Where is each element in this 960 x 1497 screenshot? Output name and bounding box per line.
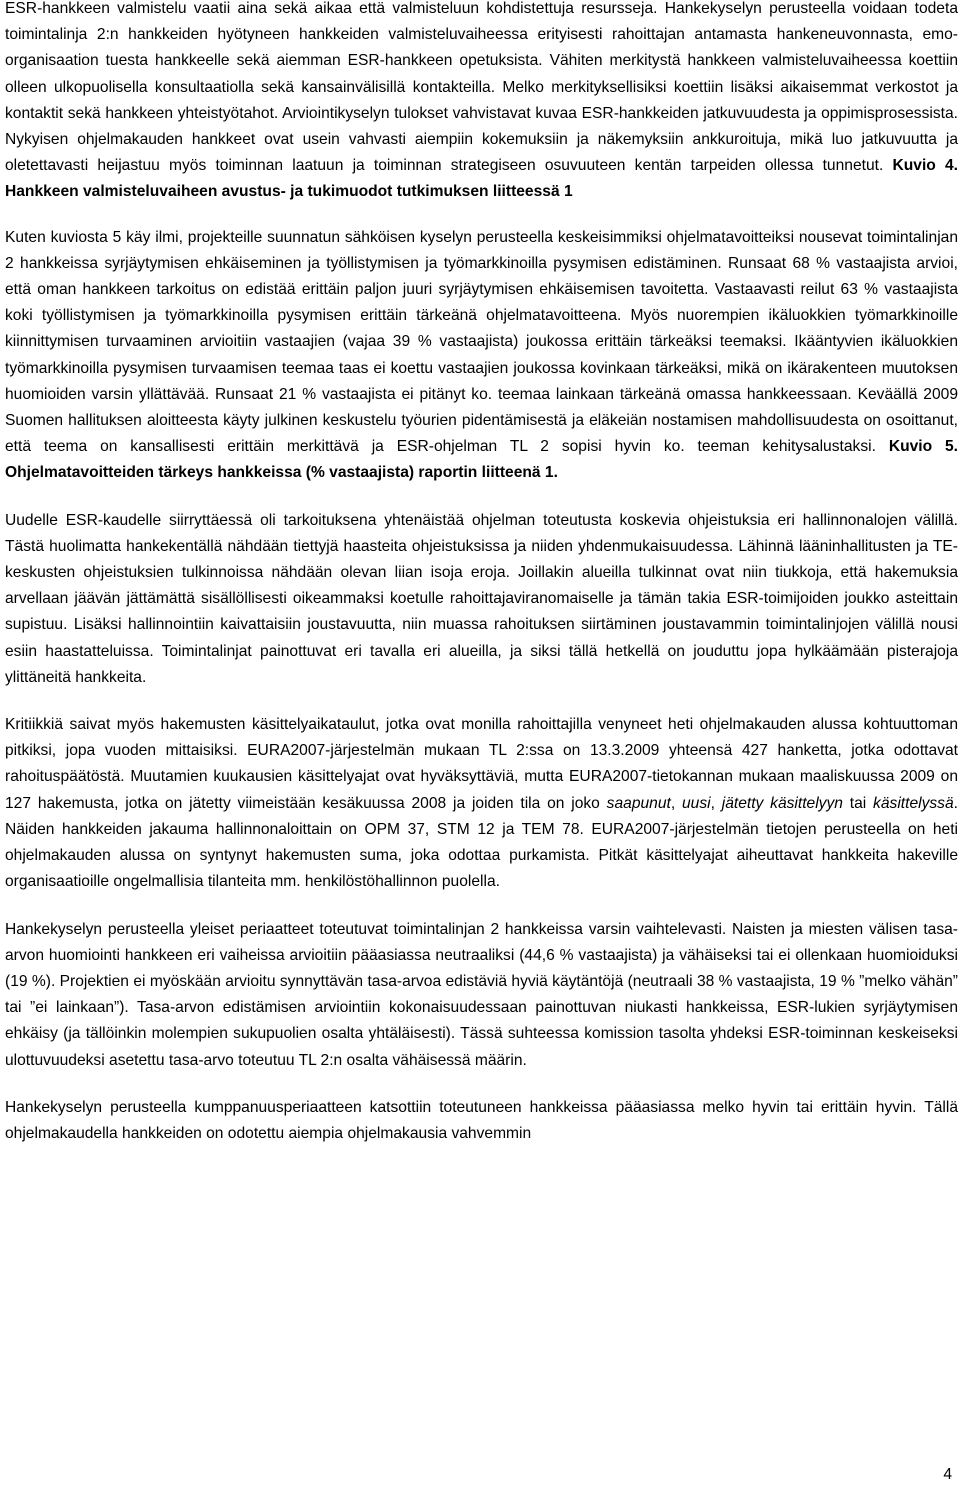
paragraph-text: Hankekyselyn perusteella kumppanuusperiaatteen katsottiin toteutuneen hankkeissa pääasiassa melko hyvin tai erittäin hyvin. Tällä ohjelmakaudella hankkeiden on odotettu aiempia ohjelmakausia vahvemmin	[5, 1098, 958, 1142]
paragraph-text: . Näiden hankkeiden jakauma hallinnonaloittain on OPM 37, STM 12 ja TEM 78. EURA2007-järjestelmän tietojen perusteella on heti ohjelmakauden alussa on syntynyt hakemusten suma, joka odottaa purkamista. Pitkät käsittelyajat aiheuttavat hankkeita hakeville organisaatioille ongelmallisia tilanteita mm. henkilöstöhallinnon puolella.	[5, 794, 958, 891]
paragraph-text: Kuten kuviosta 5 käy ilmi, projekteille suunnatun sähköisen kyselyn perusteella keskeisimmiksi ohjelmatavoitteiksi nousevat toimintalinjan 2 hankkeissa syrjäytymisen ehkäiseminen ja työllistymisen ja työmarkkinoilla pysymisen edistäminen. Runsaat 68 % vastaajista arvioi, että oman hankkeen tarkoitus on edistää erittäin paljon juuri syrjäytymisen ehkäisemisen tavoitetta. Vastaavasti reilut 63 % vastaajista koki työllistymisen ja työmarkkinoilla pysymisen erittäin tärkeänä ohjelmatavoitteena. Myös nuorempien ikäluokkien työmarkkinoille kiinnittymisen turvaaminen arvioitiin vastaajien (vajaa 39 % vastaajista) joukossa erittäin tärkeäksi teemaksi. Ikääntyvien ikäluokkien työmarkkinoilla pysymisen turvaamisen teemaa taas ei koettu vastaajien joukossa kovinkaan tärkeäksi, mikä on ikärakenteen muutoksen huomioiden varsin yllättävää. Runsaat 21 % vastaajista ei pitänyt ko. teemaa lainkaan tärkeänä omassa hankkeessaan. Keväällä 2009 Suomen hallituksen aloitteesta käyty julkinen keskustelu työurien pidentämisestä ja eläkeiän nostamisen mahdollisuudesta on osoittanut, että teema on kansallisesti erittäin merkittävä ja ESR-ohjelman TL 2 sopisi hyvin ko. teeman kehitysalustaksi.	[5, 228, 958, 456]
paragraph-text: Uudelle ESR-kaudelle siirryttäessä oli tarkoituksena yhtenäistää ohjelman toteutusta koskevia ohjeistuksia eri hallinnonalojen välillä. Tästä huolimatta hankekentällä nähdään tiettyjä haasteita ohjeistuksissa ja niiden yhdenmukaisuudessa. Lähinnä lääninhallitusten ja TE-keskusten ohjeistuksien tulkinnoissa nähdään olevan liian isoja eroja. Joillakin alueilla tulkinnat ovat niin tiukkoja, että hakemuksia arvellaan jäävän jättämättä sisällöllisesti oikeammaksi koetulle rahoittajaviranomaiselle ja tämän takia ESR-toimijoiden joukko asteittain supistuu. Lisäksi hallinnointiin kaivattaisiin joustavuutta, niin muassa rahoituksen siirtäminen joustavammin toimintalinjojen välillä nousi esiin haastatteluissa. Toimintalinjat painottuvat eri tavalla eri alueilla, ja siksi tällä hetkellä on jouduttu jopa hylkäämään pisterajoja ylittäneitä hankkeita.	[5, 511, 958, 686]
status-uusi: uusi	[681, 794, 711, 812]
status-saapunut: saapunut	[606, 794, 671, 812]
paragraph-project-preparation	[5, 0, 958, 206]
status-jatetty-kasittelyyn: jätetty käsittelyyn	[721, 794, 843, 812]
page-number: 4	[943, 1466, 952, 1483]
figure-reference-kuvio-5: Kuvio 5. Ohjelmatavoitteiden tärkeys hankkeissa (% vastaajista) raportin liitteenä 1.	[5, 438, 959, 482]
paragraph-text: Kritiikkiä saivat myös hakemusten käsittelyaikataulut, jotka ovat monilla rahoittajilla venyneet heti ohjelmakauden alussa kohtuuttoman pitkiksi, jopa vuoden mittaisiksi. EURA2007-järjestelmän mukaan TL 2:ssa on 13.3.2009 yhteensä 427 hanketta, jotka odottavat rahoituspäätöstä. Muutamien kuukausien käsittelyajat ovat hyväksyttäviä, mutta EURA2007-tietokannan mukaan maaliskuussa 2009 on 127 hakemusta, jotka on jätetty viimeistään kesäkuussa 2008 ja joiden tila on joko	[5, 716, 958, 812]
paragraph-text: Hankekyselyn perusteella yleiset periaatteet toteutuvat toimintalinjan 2 hankkeissa varsin vaihtelevasti. Naisten ja miesten välisen tasa-arvon huomiointi hankkeen eri vaiheissa arvioitiin pääasiassa neutraaliksi (44,6 % vastaajista) ja vähäiseksi tai ei ollenkaan huomioiduksi (19 %). Projektien ei myöskään arvioitu synnyttävän tasa-arvoa edistäviä hyviä käytäntöjä (neutraali 38 % vastaajista, 19 % ”melko vähän” tai ”ei lainkaan”). Tasa-arvon edistämisen arviointiin kokonaisuudessaan painottuvan niukasti hankkeissa, ESR-lukien syrjäytymisen ehkäisy (ja tällöinkin molempien sukupuolien osalta yhtäläisesti). Tässä suhteessa komission tasolta yhdeksi ESR-toiminnan keskeiseksi ulottuvuudeksi asetettu tasa-arvo toteutuu TL 2:n osalta vähäisessä määrin.	[5, 920, 958, 1069]
paragraph-text: ESR-hankkeen valmistelu vaatii aina sekä aikaa että valmisteluun kohdistettuja resursseja. Hankekyselyn perusteella voidaan todeta toimintalinja 2:n hankkeiden hyötyneen hankkeiden valmisteluvaiheessa erityisesti rahoittajan antamasta hankeneuvonnasta, emo-organisaation tuesta hankkeelle sekä aiemman ESR-hankkeen opetuksista. Vähiten merkitystä hankkeen valmisteluvaiheessa koettiin olleen ulkopuolisella konsultaatiolla sekä kansainvälisillä kontakteilla. Melko merkityksellisiksi koettiin lisäksi aikaisemmat verkostot ja kontaktit sekä hankkeen yhteistyötahot. Arviointikyselyn tulokset vahvistavat kuvaa ESR-hankkeiden jatkuvuudesta ja oppimisprosessista. Nykyisen ohjelmakauden hankkeet ovat usein vahvasti aiempiin kokemuksiin ja näkemyksiin ankkuroituja, mikä luo jatkuvuutta ja oletettavasti heijastuu myös toiminnan laatuun ja toiminnan strategiseen osuvuuteen kentän tarpeiden ollessa tunnetut.	[5, 0, 958, 175]
status-kasittelyssa: käsittelyssä	[873, 794, 954, 812]
separator: ,	[710, 794, 722, 812]
separator: ,	[670, 794, 682, 812]
separator: tai	[842, 794, 874, 812]
document-body	[5, 0, 958, 1147]
paragraph-processing-times	[5, 712, 958, 895]
figure-reference-kuvio-4: Kuvio 4. Hankkeen valmisteluvaiheen avustus- ja tukimuodot tutkimuksen liitteessä 1	[5, 157, 958, 201]
paragraph-program-objectives	[5, 225, 958, 487]
paragraph-partnership	[5, 1095, 958, 1147]
paragraph-equality	[5, 917, 958, 1074]
paragraph-guidelines	[5, 508, 958, 691]
